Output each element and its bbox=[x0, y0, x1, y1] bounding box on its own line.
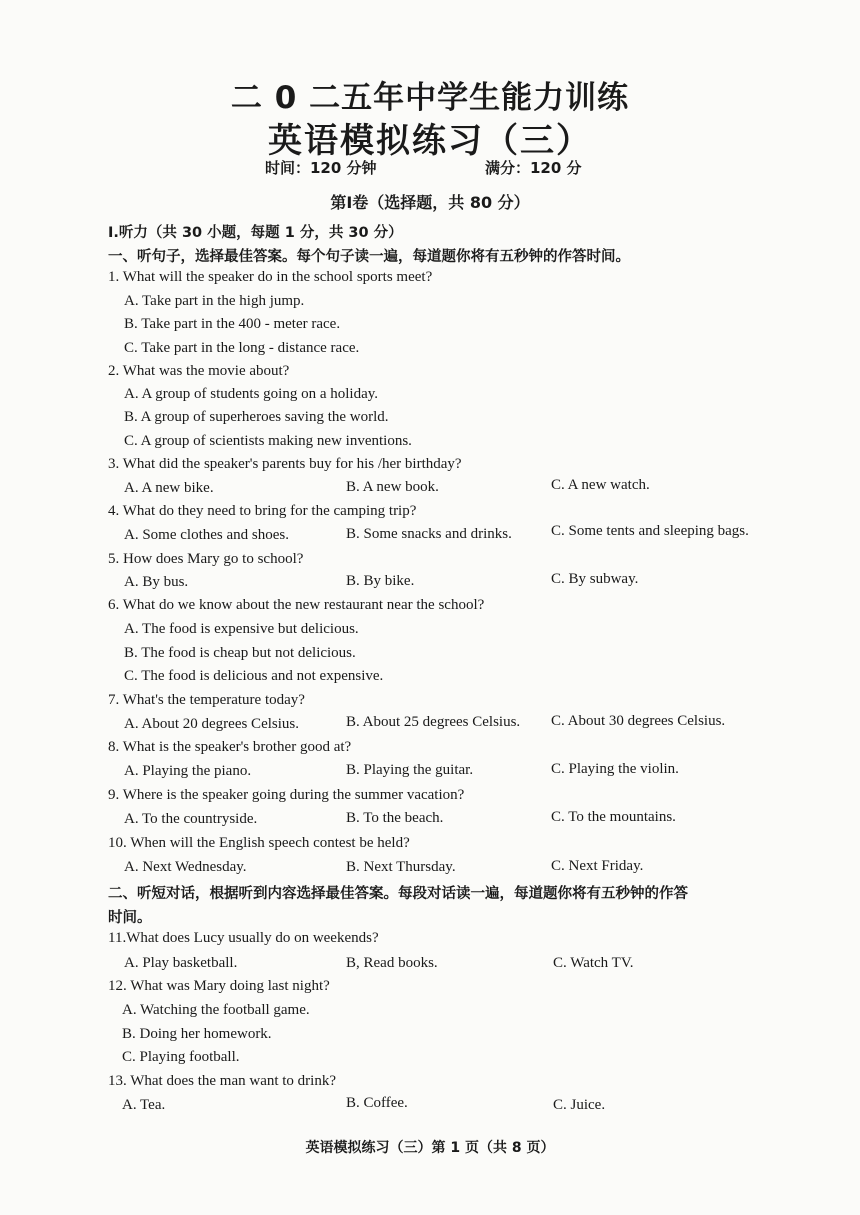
option-c: C. Next Friday. bbox=[551, 858, 644, 874]
option-a: A. To the countryside. bbox=[124, 811, 258, 827]
question-11: 11.What does Lucy usually do on weekends? bbox=[108, 930, 379, 946]
listening-section-title: Ⅰ.听力（共 30 小题，每题 1 分，共 30 分） bbox=[108, 225, 403, 241]
section-one-instructions: 一、听句子，选择最佳答案。每个句子读一遍，每道题你将有五秒钟的作答时间。 bbox=[108, 249, 630, 265]
option-b: B. Playing the guitar. bbox=[346, 762, 474, 778]
question-3: 3. What did the speaker's parents buy for his /her birthday? bbox=[108, 456, 462, 472]
time-limit: 时间：120 分钟 bbox=[265, 159, 377, 177]
question-10: 10. When will the English speech contest be held? bbox=[108, 835, 410, 851]
option-a: A. Playing the piano. bbox=[124, 763, 252, 779]
option-b: B. To the beach. bbox=[346, 810, 444, 826]
exam-subtitle: 英语模拟练习（三） bbox=[268, 121, 592, 161]
question-13: 13. What does the man want to drink? bbox=[108, 1073, 337, 1089]
question-9: 9. Where is the speaker going during the summer vacation? bbox=[108, 787, 465, 803]
option-a: A. A group of students going on a holiday. bbox=[124, 386, 379, 402]
question-2: 2. What was the movie about? bbox=[108, 363, 290, 379]
option-a: A. The food is expensive but delicious. bbox=[124, 621, 359, 637]
option-b: B. Some snacks and drinks. bbox=[346, 526, 512, 542]
option-b: B. The food is cheap but not delicious. bbox=[124, 645, 356, 661]
option-c: C. Playing the violin. bbox=[551, 761, 679, 777]
full-score: 满分：120 分 bbox=[485, 159, 582, 177]
option-b: B. Coffee. bbox=[346, 1095, 408, 1111]
option-b: B. Next Thursday. bbox=[346, 859, 456, 875]
question-7: 7. What's the temperature today? bbox=[108, 692, 305, 708]
option-a: A. About 20 degrees Celsius. bbox=[124, 716, 299, 732]
option-b: B. Doing her homework. bbox=[122, 1026, 272, 1042]
question-6: 6. What do we know about the new restaurant near the school? bbox=[108, 597, 485, 613]
option-a: A. A new bike. bbox=[124, 480, 214, 496]
option-a: A. Play basketball. bbox=[124, 955, 238, 971]
option-b: B, Read books. bbox=[346, 955, 438, 971]
option-a: A. Next Wednesday. bbox=[124, 859, 247, 875]
question-5: 5. How does Mary go to school? bbox=[108, 551, 304, 567]
question-1: 1. What will the speaker do in the school sports meet? bbox=[108, 269, 433, 285]
option-c: C. To the mountains. bbox=[551, 809, 676, 825]
option-c: C. A group of scientists making new inventions. bbox=[124, 433, 412, 449]
section-two-instructions-cont: 时间。 bbox=[108, 910, 152, 926]
option-c: C. Juice. bbox=[553, 1097, 606, 1113]
option-c: C. The food is delicious and not expensive. bbox=[124, 668, 384, 684]
option-b: B. A new book. bbox=[346, 479, 439, 495]
option-c: C. Take part in the long - distance race. bbox=[124, 340, 360, 356]
option-a: A. Some clothes and shoes. bbox=[124, 527, 289, 543]
section-two-instructions: 二、听短对话，根据听到内容选择最佳答案。每段对话读一遍，每道题你将有五秒钟的作答 bbox=[108, 886, 688, 902]
option-c: C. Some tents and sleeping bags. bbox=[551, 523, 749, 539]
volume-heading: 第Ⅰ卷（选择题，共 80 分） bbox=[330, 193, 530, 212]
option-a: A. Take part in the high jump. bbox=[124, 293, 305, 309]
option-c: C. About 30 degrees Celsius. bbox=[551, 713, 726, 729]
option-b: B. About 25 degrees Celsius. bbox=[346, 714, 521, 730]
option-b: B. Take part in the 400 - meter race. bbox=[124, 316, 341, 332]
option-a: A. Watching the football game. bbox=[122, 1002, 310, 1018]
option-b: B. A group of superheroes saving the world. bbox=[124, 409, 389, 425]
page-footer: 英语模拟练习（三）第 1 页（共 8 页） bbox=[305, 1140, 555, 1156]
option-a: A. Tea. bbox=[122, 1097, 166, 1113]
question-12: 12. What was Mary doing last night? bbox=[108, 978, 330, 994]
option-c: C. By subway. bbox=[551, 571, 639, 587]
option-c: C. Playing football. bbox=[122, 1049, 240, 1065]
option-c: C. A new watch. bbox=[551, 477, 650, 493]
question-4: 4. What do they need to bring for the camping trip? bbox=[108, 503, 417, 519]
exam-title: 二 0 二五年中学生能力训练 bbox=[230, 80, 630, 116]
question-8: 8. What is the speaker's brother good at? bbox=[108, 739, 352, 755]
option-c: C. Watch TV. bbox=[553, 955, 634, 971]
option-a: A. By bus. bbox=[124, 574, 189, 590]
option-b: B. By bike. bbox=[346, 573, 415, 589]
